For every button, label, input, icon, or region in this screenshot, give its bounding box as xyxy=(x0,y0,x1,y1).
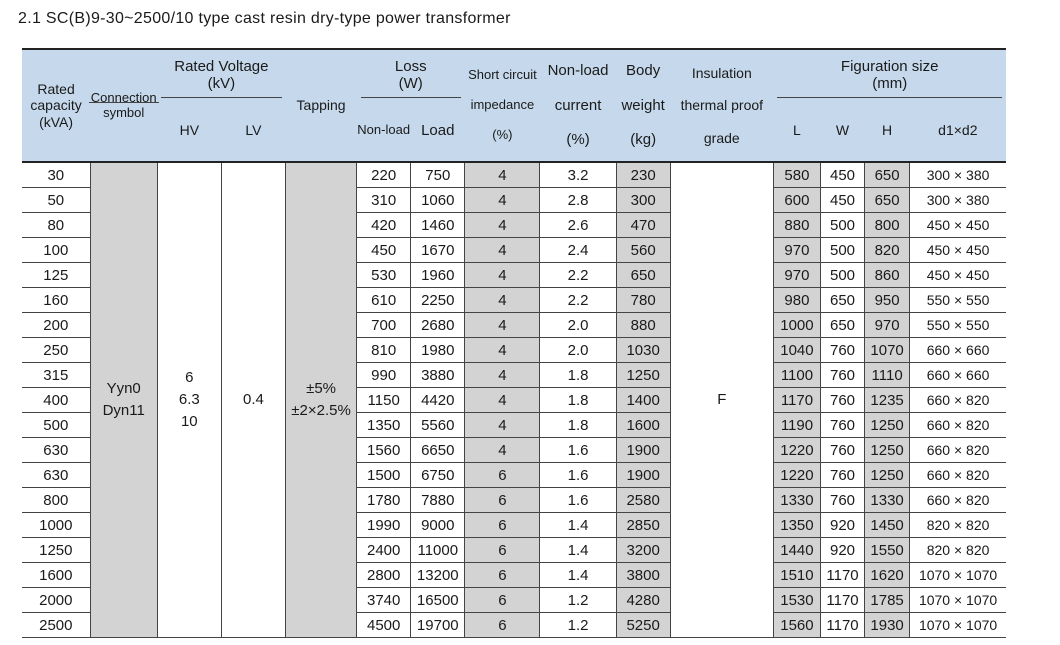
weight-cell: 880 xyxy=(616,313,670,338)
load-loss-cell: 6650 xyxy=(411,438,465,463)
load-loss-cell: 16500 xyxy=(411,588,465,613)
hv-cell: 6 6.3 10 xyxy=(157,162,221,638)
length-cell: 600 xyxy=(773,188,820,213)
lv-cell: 0.4 xyxy=(221,162,285,638)
capacity-cell: 80 xyxy=(22,213,90,238)
load-loss-cell: 2250 xyxy=(411,288,465,313)
d1d2-cell dim: 660 × 820 xyxy=(910,463,1006,488)
width-cell: 1170 xyxy=(820,613,864,638)
d1d2-cell dim: 660 × 660 xyxy=(910,338,1006,363)
length-cell: 1190 xyxy=(773,413,820,438)
length-cell: 1220 xyxy=(773,438,820,463)
weight-cell: 230 xyxy=(616,162,670,188)
connection-symbol-cell: Yyn0 Dyn11 xyxy=(90,162,157,638)
length-cell: 1040 xyxy=(773,338,820,363)
capacity-cell: 2000 xyxy=(22,588,90,613)
header-non-load-loss: Non-load xyxy=(357,100,411,162)
current-cell: 1.4 xyxy=(540,513,616,538)
table-body xyxy=(22,162,1006,638)
height-cell: 1450 xyxy=(865,513,910,538)
header-body-weight: Body weight (kg) xyxy=(616,49,670,162)
current-cell: 1.2 xyxy=(540,588,616,613)
impedance-cell: 6 xyxy=(465,463,540,488)
d1d2-cell dim: 450 × 450 xyxy=(910,213,1006,238)
height-cell: 820 xyxy=(865,238,910,263)
d1d2-cell dim: 300 × 380 xyxy=(910,162,1006,188)
length-cell: 1170 xyxy=(773,388,820,413)
length-cell: 1330 xyxy=(773,488,820,513)
height-cell: 1550 xyxy=(865,538,910,563)
d1d2-cell dim: 660 × 660 xyxy=(910,363,1006,388)
width-cell: 760 xyxy=(820,338,864,363)
header-length: L xyxy=(773,100,820,162)
weight-cell: 650 xyxy=(616,263,670,288)
d1d2-cell dim: 660 × 820 xyxy=(910,488,1006,513)
current-cell: 1.4 xyxy=(540,563,616,588)
capacity-cell: 1250 xyxy=(22,538,90,563)
header-tapping: Tapping xyxy=(286,49,357,162)
current-cell: 2.0 xyxy=(540,313,616,338)
weight-cell: 1600 xyxy=(616,413,670,438)
impedance-cell: 4 xyxy=(465,288,540,313)
height-cell: 1330 xyxy=(865,488,910,513)
load-loss-cell: 19700 xyxy=(411,613,465,638)
height-cell: 1620 xyxy=(865,563,910,588)
load-loss-cell: 1980 xyxy=(411,338,465,363)
header-loss: Loss (W) xyxy=(357,49,465,100)
d1d2-cell dim: 1070 × 1070 xyxy=(910,563,1006,588)
width-cell: 450 xyxy=(820,188,864,213)
non-load-loss-cell: 990 xyxy=(357,363,411,388)
load-loss-cell: 2680 xyxy=(411,313,465,338)
current-cell: 1.8 xyxy=(540,413,616,438)
length-cell: 1440 xyxy=(773,538,820,563)
d1d2-cell dim: 450 × 450 xyxy=(910,238,1006,263)
width-cell: 760 xyxy=(820,438,864,463)
width-cell: 1170 xyxy=(820,588,864,613)
impedance-cell: 6 xyxy=(465,538,540,563)
non-load-loss-cell: 2400 xyxy=(357,538,411,563)
current-cell: 1.8 xyxy=(540,388,616,413)
width-cell: 1170 xyxy=(820,563,864,588)
header-short-circuit-impedance: Short circuit impedance (%) xyxy=(465,49,540,162)
height-cell: 1785 xyxy=(865,588,910,613)
non-load-loss-cell: 450 xyxy=(357,238,411,263)
d1d2-cell dim: 550 × 550 xyxy=(910,288,1006,313)
weight-cell: 560 xyxy=(616,238,670,263)
non-load-loss-cell: 4500 xyxy=(357,613,411,638)
impedance-cell: 6 xyxy=(465,588,540,613)
height-cell: 860 xyxy=(865,263,910,288)
non-load-loss-cell: 530 xyxy=(357,263,411,288)
non-load-loss-cell: 610 xyxy=(357,288,411,313)
height-cell: 1250 xyxy=(865,463,910,488)
impedance-cell: 4 xyxy=(465,338,540,363)
height-cell: 1235 xyxy=(865,388,910,413)
header-load-loss: Load xyxy=(411,100,465,162)
length-cell: 1000 xyxy=(773,313,820,338)
non-load-loss-cell: 2800 xyxy=(357,563,411,588)
impedance-cell: 6 xyxy=(465,488,540,513)
load-loss-cell: 6750 xyxy=(411,463,465,488)
non-load-loss-cell: 220 xyxy=(357,162,411,188)
load-loss-cell: 11000 xyxy=(411,538,465,563)
capacity-cell: 1600 xyxy=(22,563,90,588)
capacity-cell: 800 xyxy=(22,488,90,513)
header-connection-symbol: Connection symbol xyxy=(90,49,157,162)
current-cell: 2.8 xyxy=(540,188,616,213)
impedance-cell: 6 xyxy=(465,613,540,638)
width-cell: 500 xyxy=(820,263,864,288)
capacity-cell: 125 xyxy=(22,263,90,288)
load-loss-cell: 1670 xyxy=(411,238,465,263)
impedance-cell: 4 xyxy=(465,162,540,188)
width-cell: 920 xyxy=(820,538,864,563)
current-cell: 3.2 xyxy=(540,162,616,188)
capacity-cell: 1000 xyxy=(22,513,90,538)
length-cell: 1510 xyxy=(773,563,820,588)
load-loss-cell: 3880 xyxy=(411,363,465,388)
length-cell: 1530 xyxy=(773,588,820,613)
non-load-loss-cell: 1150 xyxy=(357,388,411,413)
capacity-cell: 400 xyxy=(22,388,90,413)
height-cell: 650 xyxy=(865,188,910,213)
load-loss-cell: 7880 xyxy=(411,488,465,513)
capacity-cell: 200 xyxy=(22,313,90,338)
impedance-cell: 4 xyxy=(465,413,540,438)
weight-cell: 1030 xyxy=(616,338,670,363)
current-cell: 1.2 xyxy=(540,613,616,638)
length-cell: 970 xyxy=(773,263,820,288)
d1d2-cell dim: 450 × 450 xyxy=(910,263,1006,288)
capacity-cell: 100 xyxy=(22,238,90,263)
weight-cell: 780 xyxy=(616,288,670,313)
height-cell: 1070 xyxy=(865,338,910,363)
weight-cell: 1900 xyxy=(616,438,670,463)
current-cell: 1.6 xyxy=(540,438,616,463)
length-cell: 880 xyxy=(773,213,820,238)
length-cell: 1220 xyxy=(773,463,820,488)
height-cell: 950 xyxy=(865,288,910,313)
non-load-loss-cell: 1780 xyxy=(357,488,411,513)
impedance-cell: 4 xyxy=(465,388,540,413)
header-height: H xyxy=(865,100,910,162)
header-insulation-grade: Insulation thermal proof grade xyxy=(670,49,773,162)
width-cell: 760 xyxy=(820,463,864,488)
weight-cell: 3200 xyxy=(616,538,670,563)
impedance-cell: 4 xyxy=(465,313,540,338)
non-load-loss-cell: 1500 xyxy=(357,463,411,488)
weight-cell: 1900 xyxy=(616,463,670,488)
current-cell: 2.4 xyxy=(540,238,616,263)
current-cell: 2.2 xyxy=(540,288,616,313)
header-non-load-current: Non-load current (%) xyxy=(540,49,616,162)
capacity-cell: 160 xyxy=(22,288,90,313)
d1d2-cell dim: 660 × 820 xyxy=(910,413,1006,438)
load-loss-cell: 750 xyxy=(411,162,465,188)
header-lv: LV xyxy=(221,100,285,162)
d1d2-cell dim: 660 × 820 xyxy=(910,438,1006,463)
non-load-loss-cell: 310 xyxy=(357,188,411,213)
width-cell: 650 xyxy=(820,313,864,338)
current-cell: 2.0 xyxy=(540,338,616,363)
width-cell: 760 xyxy=(820,488,864,513)
current-cell: 1.6 xyxy=(540,463,616,488)
capacity-cell: 315 xyxy=(22,363,90,388)
header-d1d2: d1×d2 xyxy=(910,100,1006,162)
header-rated-voltage: Rated Voltage (kV) xyxy=(157,49,285,100)
weight-cell: 2850 xyxy=(616,513,670,538)
capacity-cell: 500 xyxy=(22,413,90,438)
d1d2-cell dim: 1070 × 1070 xyxy=(910,613,1006,638)
non-load-loss-cell: 3740 xyxy=(357,588,411,613)
current-cell: 1.6 xyxy=(540,488,616,513)
page-title: 2.1 SC(B)9-30~2500/10 type cast resin dry-type power transformer xyxy=(18,10,511,27)
d1d2-cell dim: 550 × 550 xyxy=(910,313,1006,338)
load-loss-cell: 1060 xyxy=(411,188,465,213)
non-load-loss-cell: 1350 xyxy=(357,413,411,438)
height-cell: 970 xyxy=(865,313,910,338)
capacity-cell: 50 xyxy=(22,188,90,213)
capacity-cell: 2500 xyxy=(22,613,90,638)
impedance-cell: 4 xyxy=(465,188,540,213)
d1d2-cell dim: 300 × 380 xyxy=(910,188,1006,213)
width-cell: 760 xyxy=(820,413,864,438)
capacity-cell: 630 xyxy=(22,463,90,488)
weight-cell: 470 xyxy=(616,213,670,238)
capacity-cell: 250 xyxy=(22,338,90,363)
load-loss-cell: 4420 xyxy=(411,388,465,413)
tapping-cell: ±5% ±2×2.5% xyxy=(286,162,357,638)
height-cell: 1250 xyxy=(865,413,910,438)
current-cell: 2.6 xyxy=(540,213,616,238)
d1d2-cell dim: 1070 × 1070 xyxy=(910,588,1006,613)
header-hv: HV xyxy=(157,100,221,162)
length-cell: 980 xyxy=(773,288,820,313)
height-cell: 1250 xyxy=(865,438,910,463)
weight-cell: 1400 xyxy=(616,388,670,413)
load-loss-cell: 1460 xyxy=(411,213,465,238)
current-cell: 1.8 xyxy=(540,363,616,388)
header-width: W xyxy=(820,100,864,162)
impedance-cell: 4 xyxy=(465,263,540,288)
capacity-cell: 630 xyxy=(22,438,90,463)
insulation-grade-cell: F xyxy=(670,162,773,638)
height-cell: 650 xyxy=(865,162,910,188)
length-cell: 1560 xyxy=(773,613,820,638)
length-cell: 1100 xyxy=(773,363,820,388)
width-cell: 450 xyxy=(820,162,864,188)
weight-cell: 2580 xyxy=(616,488,670,513)
header-figuration-size: Figuration size (mm) xyxy=(773,49,1006,100)
weight-cell: 5250 xyxy=(616,613,670,638)
load-loss-cell: 1960 xyxy=(411,263,465,288)
length-cell: 580 xyxy=(773,162,820,188)
current-cell: 1.4 xyxy=(540,538,616,563)
load-loss-cell: 9000 xyxy=(411,513,465,538)
non-load-loss-cell: 1560 xyxy=(357,438,411,463)
impedance-cell: 4 xyxy=(465,213,540,238)
current-cell: 2.2 xyxy=(540,263,616,288)
height-cell: 800 xyxy=(865,213,910,238)
width-cell: 650 xyxy=(820,288,864,313)
weight-cell: 1250 xyxy=(616,363,670,388)
impedance-cell: 6 xyxy=(465,563,540,588)
table-row xyxy=(22,162,1006,188)
non-load-loss-cell: 420 xyxy=(357,213,411,238)
weight-cell: 3800 xyxy=(616,563,670,588)
d1d2-cell dim: 660 × 820 xyxy=(910,388,1006,413)
height-cell: 1110 xyxy=(865,363,910,388)
width-cell: 500 xyxy=(820,238,864,263)
weight-cell: 4280 xyxy=(616,588,670,613)
length-cell: 970 xyxy=(773,238,820,263)
header-rated-capacity: Rated capacity (kVA) xyxy=(22,49,90,162)
length-cell: 1350 xyxy=(773,513,820,538)
height-cell: 1930 xyxy=(865,613,910,638)
impedance-cell: 6 xyxy=(465,513,540,538)
d1d2-cell dim: 820 × 820 xyxy=(910,538,1006,563)
impedance-cell: 4 xyxy=(465,238,540,263)
spec-table xyxy=(22,48,1006,638)
load-loss-cell: 13200 xyxy=(411,563,465,588)
weight-cell: 300 xyxy=(616,188,670,213)
non-load-loss-cell: 700 xyxy=(357,313,411,338)
width-cell: 760 xyxy=(820,388,864,413)
non-load-loss-cell: 1990 xyxy=(357,513,411,538)
load-loss-cell: 5560 xyxy=(411,413,465,438)
capacity-cell: 30 xyxy=(22,162,90,188)
width-cell: 760 xyxy=(820,363,864,388)
impedance-cell: 4 xyxy=(465,438,540,463)
width-cell: 500 xyxy=(820,213,864,238)
impedance-cell: 4 xyxy=(465,363,540,388)
d1d2-cell dim: 820 × 820 xyxy=(910,513,1006,538)
non-load-loss-cell: 810 xyxy=(357,338,411,363)
width-cell: 920 xyxy=(820,513,864,538)
